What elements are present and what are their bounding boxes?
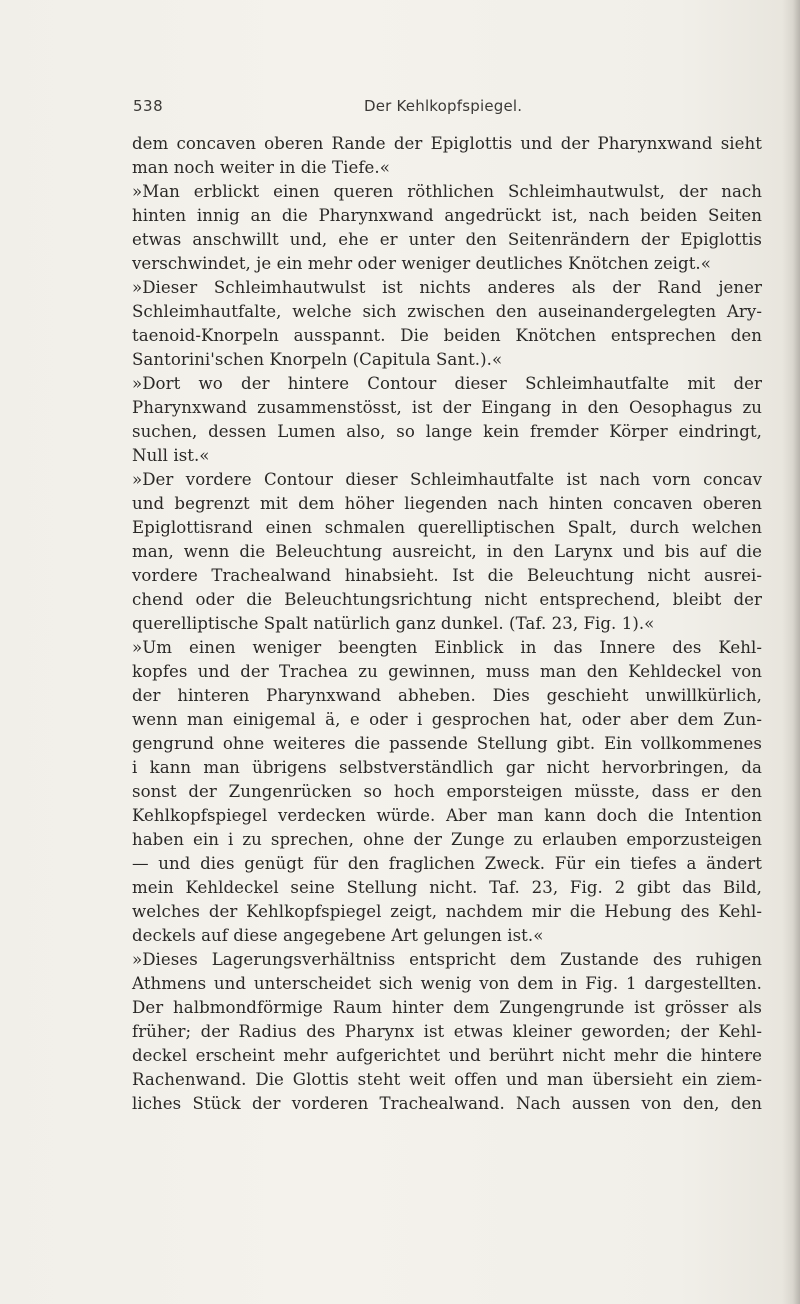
text-line: gengrund ohne weiteres die passende Stellung gibt. Ein vollkommenes [132,734,762,753]
running-head [0,97,800,121]
text-line: Null ist.« [132,446,210,465]
text-line: »Man erblickt einen queren röthlichen Schleimhautwulst, der nach [132,182,762,201]
text-line: kopfes und der Trachea zu gewinnen, muss man den Kehldeckel von [132,662,762,681]
text-line: liches Stück der vorderen Trachealwand. Nach aussen von den, den [132,1094,762,1113]
text-line: i kann man übrigens selbstverständlich gar nicht hervorbringen, da [132,758,762,777]
page-edge-shadow [782,0,800,1304]
text-line: früher; der Radius des Pharynx ist etwas kleiner geworden; der Kehl- [132,1022,762,1041]
text-line: Kehlkopfspiegel verdecken würde. Aber man kann doch die Intention [132,806,762,825]
text-line: wenn man einigemal ä, e oder i gesprochen hat, oder aber dem Zun- [132,710,762,729]
text-line: mein Kehldeckel seine Stellung nicht. Taf. 23, Fig. 2 gibt das Bild, [132,878,762,897]
text-line: — und dies genügt für den fraglichen Zweck. Für ein tiefes a ändert [132,854,762,873]
text-line: »Um einen weniger beengten Einblick in das Innere des Kehl- [132,638,762,657]
text-line: haben ein i zu sprechen, ohne der Zunge zu erlauben emporzusteigen [132,830,762,849]
text-line: »Dieses Lagerungsverhältniss entspricht dem Zustande des ruhigen [132,950,762,969]
text-line: Der halbmondförmige Raum hinter dem Zungengrunde ist grösser als [132,998,762,1017]
text-line: man, wenn die Beleuchtung ausreicht, in den Larynx und bis auf die [132,542,762,561]
text-line: chend oder die Beleuchtungsrichtung nicht entsprechend, bleibt der [132,590,762,609]
text-line: sonst der Zungenrücken so hoch emporsteigen müsste, dass er den [132,782,762,801]
text-line: dem concaven oberen Rande der Epiglottis und der Pharynxwand sieht [132,134,762,153]
text-line: vordere Trachealwand hinabsieht. Ist die Beleuchtung nicht ausrei- [132,566,762,585]
text-line: etwas anschwillt und, ehe er unter den Seitenrändern der Epiglottis [132,230,762,249]
text-line: deckel erscheint mehr aufgerichtet und berührt nicht mehr die hintere [132,1046,762,1065]
text-line: der hinteren Pharynxwand abheben. Dies geschieht unwillkürlich, [132,686,762,705]
text-line: taenoid-Knorpeln ausspannt. Die beiden Knötchen entsprechen den [132,326,762,345]
text-line: Santorini'schen Knorpeln (Capitula Sant.).« [132,350,503,369]
text-line: Rachenwand. Die Glottis steht weit offen und man übersieht ein ziem- [132,1070,762,1089]
text-line: und begrenzt mit dem höher liegenden nach hinten concaven oberen [132,494,762,513]
text-line: Schleimhautfalte, welche sich zwischen den auseinandergelegten Ary- [132,302,762,321]
text-line: Athmens und unterscheidet sich wenig von dem in Fig. 1 dargestellten. [132,974,762,993]
text-line: »Der vordere Contour dieser Schleimhautfalte ist nach vorn concav [132,470,762,489]
text-line: »Dieser Schleimhautwulst ist nichts anderes als der Rand jener [132,278,762,297]
page-number: 538 [133,97,164,115]
text-line: querelliptische Spalt natürlich ganz dunkel. (Taf. 23, Fig. 1).« [132,614,655,633]
text-line: suchen, dessen Lumen also, so lange kein fremder Körper eindringt, [132,422,762,441]
text-line: Epiglottisrand einen schmalen querelliptischen Spalt, durch welchen [132,518,762,537]
text-line: »Dort wo der hintere Contour dieser Schleimhautfalte mit der [132,374,762,393]
body-text [132,132,762,1116]
text-line: hinten innig an die Pharynxwand angedrückt ist, nach beiden Seiten [132,206,762,225]
text-line: deckels auf diese angegebene Art gelungen ist.« [132,926,544,945]
text-line: Pharynxwand zusammenstösst, ist der Eingang in den Oesophagus zu [132,398,762,417]
text-line: verschwindet, je ein mehr oder weniger deutliches Knötchen zeigt.« [132,254,711,273]
text-line: man noch weiter in die Tiefe.« [132,158,390,177]
running-title: Der Kehlkopfspiegel. [364,97,523,115]
text-line: welches der Kehlkopfspiegel zeigt, nachdem mir die Hebung des Kehl- [132,902,762,921]
